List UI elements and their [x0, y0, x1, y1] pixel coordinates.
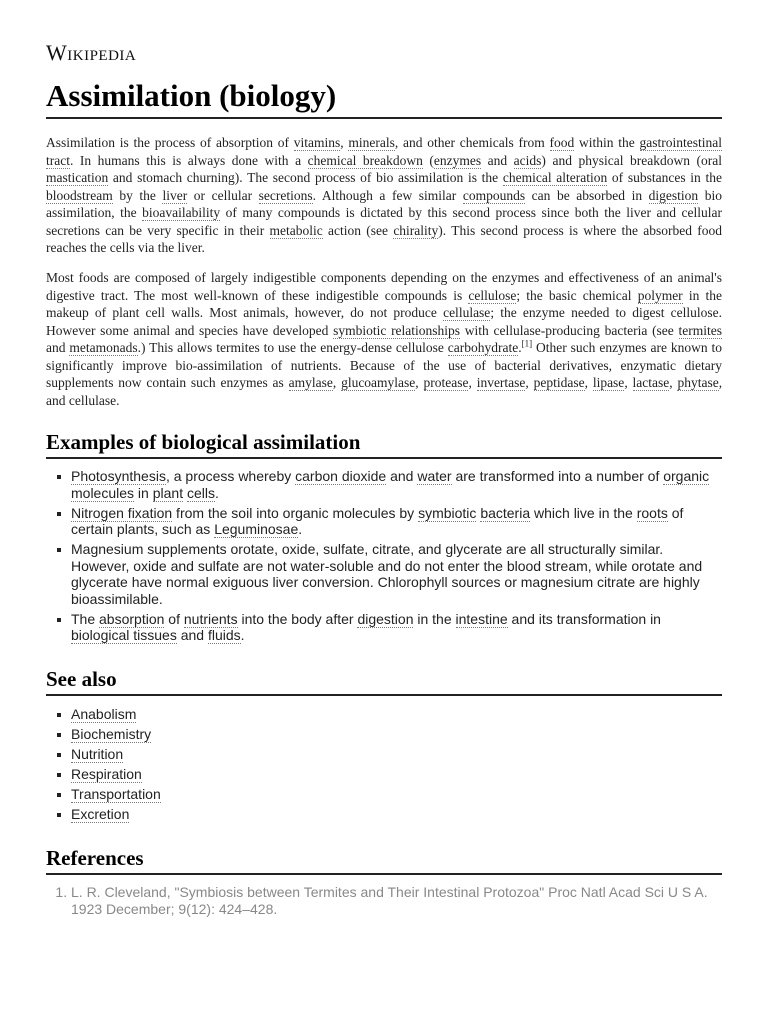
list-item: Magnesium supplements orotate, oxide, sulfate, citrate, and glycerate are all structurally similar. However, oxide and sulfate are not water-soluble and do not enter the blood stream, while orotate and glycerate have normal exiguous liver conversion. Chlorophyll sources or magnesium citrate are highly bioassimilable.: [71, 541, 722, 607]
inline-link[interactable]: liver: [162, 187, 188, 203]
inline-link[interactable]: symbiotic: [418, 504, 477, 521]
inline-link[interactable]: chemical alteration: [502, 170, 608, 185]
inline-link[interactable]: glucoamylase: [341, 375, 416, 390]
inline-link[interactable]: mastication: [46, 170, 109, 185]
inline-link[interactable]: nutrients: [183, 610, 238, 627]
citation-link[interactable]: [1]: [521, 338, 533, 349]
inline-link[interactable]: biological tissues: [71, 627, 177, 643]
inline-link[interactable]: cellulase: [443, 305, 491, 320]
inline-link[interactable]: Leguminosae: [214, 521, 299, 537]
see-also-item: [71, 786, 722, 803]
inline-link[interactable]: phytase: [677, 375, 719, 390]
inline-link[interactable]: compounds: [462, 187, 526, 203]
see-also-link[interactable]: Nutrition: [71, 746, 124, 762]
inline-link[interactable]: minerals: [348, 135, 395, 150]
inline-link[interactable]: lactase: [632, 375, 670, 390]
see-also-heading: See also: [46, 666, 722, 696]
inline-link[interactable]: Nitrogen fixation: [71, 504, 173, 521]
reference-item: 1. L. R. Cleveland, "Symbiosis between Termites and Their Intestinal Protozoa" Proc Natl Acad Sci U S A. 1923 December; 9(12): 424–428.: [71, 884, 722, 918]
inline-link[interactable]: water: [417, 468, 452, 484]
inline-link[interactable]: symbiotic relationships: [333, 322, 461, 338]
inline-link[interactable]: chemical breakdown: [307, 152, 423, 168]
inline-link[interactable]: polymer: [637, 287, 683, 303]
examples-list: [46, 468, 722, 647]
see-also-item: [71, 746, 722, 763]
see-also-item: [71, 726, 722, 743]
inline-link[interactable]: metamonads: [69, 340, 138, 355]
see-also-item: [71, 766, 722, 783]
list-item: The absorption of nutrients into the body after digestion in the intestine and its transformation in biological tissues and fluids.: [71, 611, 722, 644]
inline-link[interactable]: metabolic: [269, 222, 323, 238]
inline-link[interactable]: lipase: [592, 375, 625, 390]
inline-link[interactable]: termites: [678, 322, 723, 338]
see-also-link[interactable]: Excretion: [71, 806, 130, 822]
inline-link[interactable]: amylase: [288, 375, 333, 390]
references-heading: References: [46, 845, 722, 875]
inline-link[interactable]: secretions: [258, 187, 313, 203]
inline-link[interactable]: acids: [513, 152, 542, 168]
inline-link[interactable]: absorption: [99, 610, 165, 627]
inline-link[interactable]: bacteria: [480, 504, 531, 521]
inline-link[interactable]: carbohydrate: [447, 340, 519, 355]
inline-link[interactable]: bioavailability: [142, 205, 221, 220]
inline-link[interactable]: chirality: [393, 222, 439, 238]
inline-link[interactable]: plant: [152, 484, 184, 501]
inline-link[interactable]: vitamins: [293, 135, 341, 150]
inline-link[interactable]: food: [549, 135, 575, 150]
inline-link[interactable]: fluids: [207, 627, 241, 643]
inline-link[interactable]: peptidase: [533, 375, 585, 390]
inline-link[interactable]: intestine: [455, 610, 508, 627]
see-also-list: [46, 706, 722, 826]
inline-link[interactable]: Photosynthesis: [71, 468, 166, 484]
inline-link[interactable]: protease: [423, 375, 469, 390]
inline-link[interactable]: digestion: [357, 610, 414, 627]
examples-heading: Examples of biological assimilation: [46, 429, 722, 459]
wikipedia-wordmark[interactable]: Wikipedia: [46, 40, 137, 65]
page-title: Assimilation (biology): [46, 76, 722, 119]
inline-link[interactable]: cellulose: [468, 287, 517, 303]
see-also-link[interactable]: Anabolism: [71, 706, 137, 722]
inline-link[interactable]: organic molecules: [71, 468, 710, 501]
inline-link[interactable]: digestion: [648, 187, 699, 203]
references-list: [46, 884, 722, 918]
see-also-link[interactable]: Transportation: [71, 786, 161, 802]
list-item: Nitrogen fixation from the soil into organic molecules by symbiotic bacteria which live in the roots of certain plants, such as Leguminosae.: [71, 505, 722, 538]
intro-paragraph-1: Assimilation is the process of absorption of vitamins, minerals, and other chemicals from food within the gastrointestinal tract. In humans this is always done with a chemical breakdown (enzymes and acids) and physical breakdown (oral mastication and stomach churning). The second process of bio assimilation is the chemical alteration of substances in the bloodstream by the liver or cellular secretions. Although a few similar compounds can be absorbed in digestion bio assimilation, the bioavailability of many compounds is dictated by this second process since both the liver and cellular secretions can be very specific in their metabolic action (see chirality). This second process is where the absorbed food reaches the cells via the liver.: [46, 135, 723, 255]
inline-link[interactable]: enzymes: [433, 152, 482, 168]
see-also-item: [71, 706, 722, 723]
inline-link[interactable]: carbon dioxide: [295, 468, 387, 484]
see-also-link[interactable]: Biochemistry: [71, 726, 152, 742]
inline-link[interactable]: bloodstream: [46, 187, 113, 203]
intro-paragraph-2: Most foods are composed of largely indigestible components depending on the enzymes and effectiveness of an animal's digestive tract. The most well-known of these indigestible compounds is cellulose; the basic chemical polymer in the makeup of plant cell walls. Most animals, however, do not produce cellulase; the enzyme needed to digest cellulose. However some animal and species have developed symbiotic relationships with cellulase-producing bacteria (see termites and metamonads.) This allows termites to use the energy-dense cellulose carbohydrate.[1] Other such enzymes are known to significantly improve bio-assimilation of nutrients. Because of the use of bacterial derivatives, enzymatic dietary supplements now contain such enzymes as amylase, glucoamylase, protease, invertase, peptidase, lipase, lactase, phytase, and cellulase.: [46, 270, 723, 408]
list-item: Photosynthesis, a process whereby carbon dioxide and water are transformed into a number of organic molecules in plant cells.: [71, 468, 722, 501]
see-also-item: [71, 806, 722, 823]
inline-link[interactable]: cells: [186, 484, 215, 501]
see-also-link[interactable]: Respiration: [71, 766, 142, 782]
inline-link[interactable]: invertase: [476, 375, 526, 390]
inline-link[interactable]: roots: [636, 504, 668, 521]
inline-link[interactable]: gastrointestinal tract: [46, 135, 723, 168]
